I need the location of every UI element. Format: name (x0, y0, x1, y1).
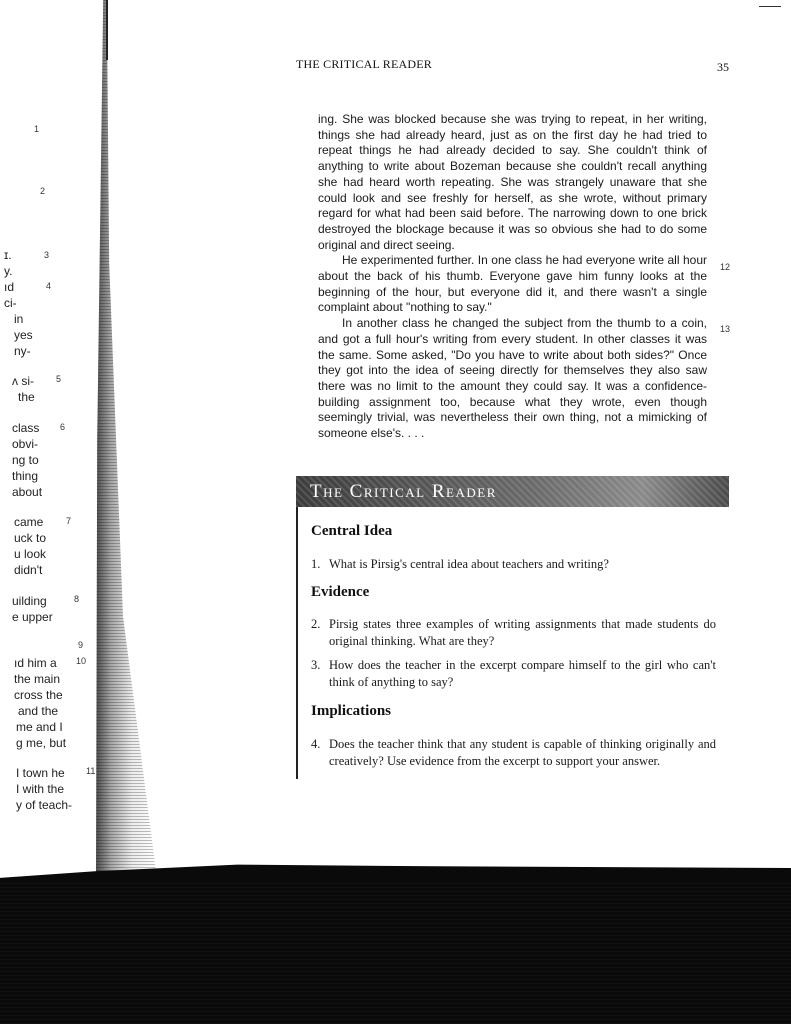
left-text-fragment: ıd him a (14, 656, 57, 670)
paragraph-number: 13 (720, 324, 731, 334)
left-text-fragment: e upper (12, 610, 53, 624)
running-head: THE CRITICAL READER (296, 57, 433, 71)
spine-edge-line (106, 0, 108, 60)
left-para-number: 6 (60, 422, 66, 432)
box-left-rule (296, 507, 298, 779)
scanner-noise (0, 880, 791, 1024)
excerpt-body (318, 112, 707, 442)
left-para-number: 3 (44, 250, 50, 260)
question-number: 2. (311, 617, 321, 631)
left-para-number: 9 (78, 640, 84, 650)
left-text-fragment: y. (4, 264, 13, 278)
question-item (311, 657, 716, 691)
left-text-fragment: I town he (16, 766, 65, 780)
left-text-fragment: u look (14, 547, 47, 561)
section-heading-central-idea: Central Idea (311, 523, 393, 539)
left-text-fragment: ɪ. (4, 248, 12, 262)
left-para-number: 10 (76, 656, 87, 666)
section-heading-evidence: Evidence (311, 584, 370, 600)
left-text-fragment: the main (14, 672, 61, 686)
left-text-fragment: uilding (12, 594, 47, 608)
question-item (311, 736, 716, 770)
left-text-fragment: g me, but (16, 736, 67, 750)
question-text: Does the teacher think that any student is capable of thinking originally and creatively? Use evidence from the excerpt to support your answer. (329, 737, 716, 768)
left-text-fragment: came (14, 515, 44, 529)
paragraph-number: 12 (720, 262, 731, 272)
left-text-fragment: and the (18, 704, 59, 718)
corner-scan-mark (759, 6, 781, 7)
question-number: 3. (311, 658, 321, 672)
left-text-fragment: ʌ si- (12, 374, 34, 388)
question-text: How does the teacher in the excerpt compare himself to the girl who can't think of anything to say? (329, 658, 716, 689)
question-number: 1. (311, 557, 321, 571)
left-text-fragment: ng to (12, 453, 39, 467)
left-para-number: 2 (40, 186, 46, 196)
page-number: 35 (717, 60, 729, 74)
left-text-fragment: about (12, 485, 43, 499)
left-text-fragment: obvi- (12, 437, 39, 451)
left-facing-page (0, 0, 104, 870)
book-spine-shadow (96, 0, 156, 880)
left-text-fragment: thing (12, 469, 39, 483)
section-heading-implications: Implications (311, 703, 392, 719)
left-text-fragment: in (14, 312, 24, 326)
body-paragraph: ing. She was blocked because she was trying to repeat, in her writing, things she had already heard, just as on the first day he had tried to repeat things he had already decided to say. She couldn't think of anything to write about Bozeman because she couldn't recall anything she had heard worth repeating. She was strangely unaware that she could look and see freshly for herself, as she wrote, without primary regard for what had been said before. The narrowing down to one brick destroyed the blockage because it was so obvious she had to do some original and direct seeing. (318, 112, 707, 252)
left-para-number: 1 (34, 124, 40, 134)
question-number: 4. (311, 737, 321, 751)
left-text-fragment: me and I (16, 720, 63, 734)
left-text-fragment: ny- (14, 344, 31, 358)
critical-reader-banner (296, 476, 729, 507)
left-text-fragment: yes (14, 328, 33, 342)
left-para-number: 8 (74, 594, 80, 604)
body-paragraph: He experimented further. In one class he had everyone write all hour about the back of his thumb. Everyone gave him funny looks at the beginning of the hour, but everyone did it, and there wasn't a single complaint about "nothing to say." (318, 253, 707, 315)
left-para-number: 7 (66, 516, 72, 526)
left-para-number: 4 (46, 281, 52, 291)
left-text-fragment: ci- (4, 296, 17, 310)
left-text-fragment: didn't (14, 563, 43, 577)
critical-reader-title: The Critical Reader (310, 481, 497, 502)
left-text-fragment: the (18, 390, 35, 404)
left-para-number: 11 (86, 766, 96, 776)
question-text: Pirsig states three examples of writing assignments that made students do original thinking. What are they? (329, 617, 716, 648)
left-text-fragment: class (12, 421, 40, 435)
left-text-fragment: I with the (16, 782, 65, 796)
left-text-fragment: cross the (14, 688, 63, 702)
left-text-fragment: y of teach- (16, 798, 73, 812)
question-text: What is Pirsig's central idea about teachers and writing? (329, 557, 609, 571)
left-para-number: 5 (56, 374, 62, 384)
left-text-fragment: ıd (4, 280, 15, 294)
body-paragraph: In another class he changed the subject from the thumb to a coin, and got a full hour's writing from every student. In other classes it was the same. Some asked, "Do you have to write about both sides?" Once they got into the idea of seeing directly for themselves they also saw there was no limit to the amount they could say. It was a confidence-building assignment too, because what they wrote, even though seemingly trivial, was nevertheless their own thing, not a mimicking of someone else's. . . . (318, 316, 707, 441)
question-item (311, 556, 716, 573)
left-text-fragment: uck to (14, 531, 47, 545)
question-item (311, 616, 716, 650)
